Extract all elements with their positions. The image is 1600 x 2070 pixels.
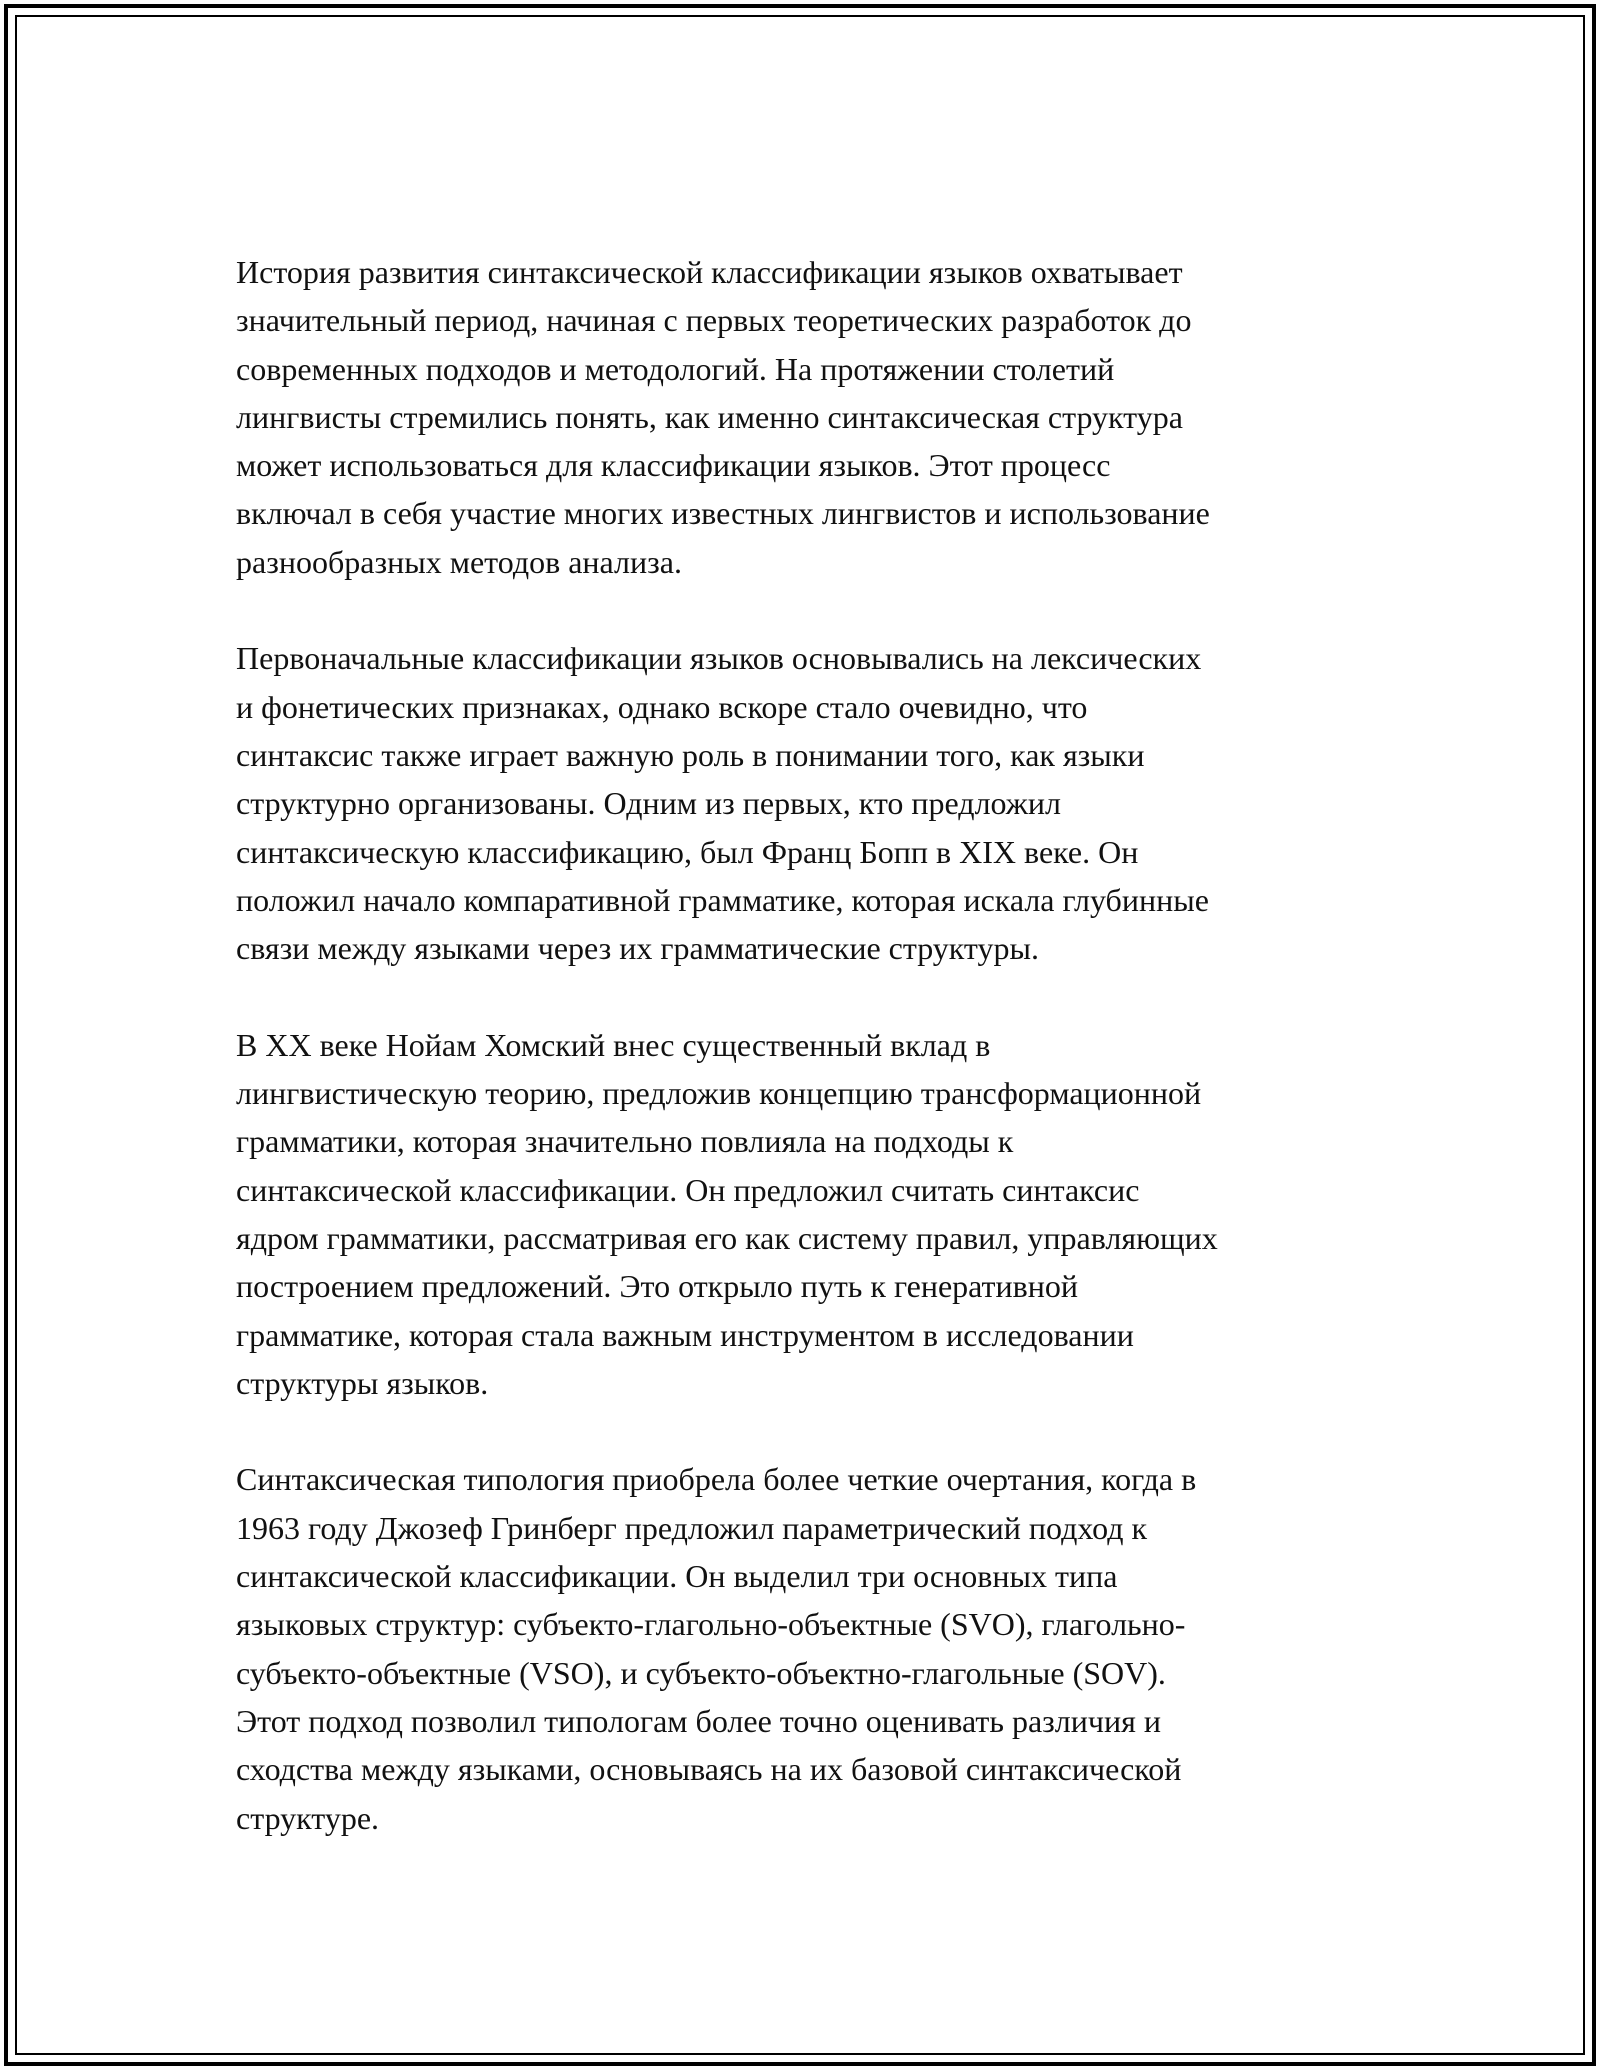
text-line: синтаксис также играет важную роль в понимании того, как языки	[236, 736, 1145, 773]
text-line: сходства между языками, основываясь на их базовой синтаксической	[236, 1751, 1182, 1788]
text-line: структуре.	[236, 1799, 380, 1836]
text-line: положил начало компаративной грамматике, которая искала глубинные	[236, 881, 1209, 918]
text-line: разнообразных методов анализа.	[236, 543, 682, 580]
text-line: современных подходов и методологий. На протяжении столетий	[236, 350, 1115, 387]
text-line: включал в себя участие многих известных лингвистов и использование	[236, 495, 1210, 532]
text-line: синтаксической классификации. Он предложил считать синтаксис	[236, 1171, 1140, 1208]
paragraph-1	[236, 248, 1386, 586]
text-line: лингвисты стремились понять, как именно синтаксическая структура	[236, 398, 1183, 435]
text-line: синтаксическую классификацию, был Франц Бопп в XIX веке. Он	[236, 833, 1139, 870]
text-line: языковых структур: субъекто-глагольно-объектные (SVO), глагольно-	[236, 1606, 1186, 1643]
text-line: и фонетических признаках, однако вскоре стало очевидно, что	[236, 688, 1088, 725]
text-line: История развития синтаксической классификации языков охватывает	[236, 254, 1183, 290]
document-body	[236, 248, 1386, 1890]
text-line: В XX веке Нойам Хомский внес существенный вклад в	[236, 1026, 991, 1063]
text-line: грамматики, которая значительно повлияла на подходы к	[236, 1123, 1014, 1160]
text-line: структурно организованы. Одним из первых, кто предложил	[236, 785, 1061, 822]
text-line: построением предложений. Это открыло путь к генеративной	[236, 1268, 1079, 1305]
text-line: субъекто-объектные (VSO), и субъекто-объектно-глагольные (SOV).	[236, 1654, 1166, 1691]
text-line: Синтаксическая типология приобрела более четкие очертания, когда в	[236, 1461, 1197, 1498]
text-line: может использоваться для классификации языков. Этот процесс	[236, 447, 1111, 484]
text-line: Первоначальные классификации языков основывались на лексических	[236, 640, 1202, 677]
text-line: ядром грамматики, рассматривая его как систему правил, управляющих	[236, 1219, 1218, 1256]
text-line: значительный период, начиная с первых теоретических разработок до	[236, 302, 1192, 339]
text-line: Этот подход позволил типологам более точно оценивать различия и	[236, 1702, 1161, 1739]
paragraph-4	[236, 1455, 1386, 1841]
text-line: структуры языков.	[236, 1364, 489, 1401]
paragraph-3	[236, 1021, 1386, 1407]
text-line: 1963 году Джозеф Гринберг предложил параметрический подход к	[236, 1509, 1148, 1546]
paragraph-2	[236, 634, 1386, 972]
text-line: лингвистическую теорию, предложив концепцию трансформационной	[236, 1075, 1202, 1112]
text-line: грамматике, которая стала важным инструментом в исследовании	[236, 1316, 1134, 1353]
text-line: синтаксической классификации. Он выделил три основных типа	[236, 1558, 1118, 1595]
text-line: связи между языками через их грамматические структуры.	[236, 930, 1039, 967]
